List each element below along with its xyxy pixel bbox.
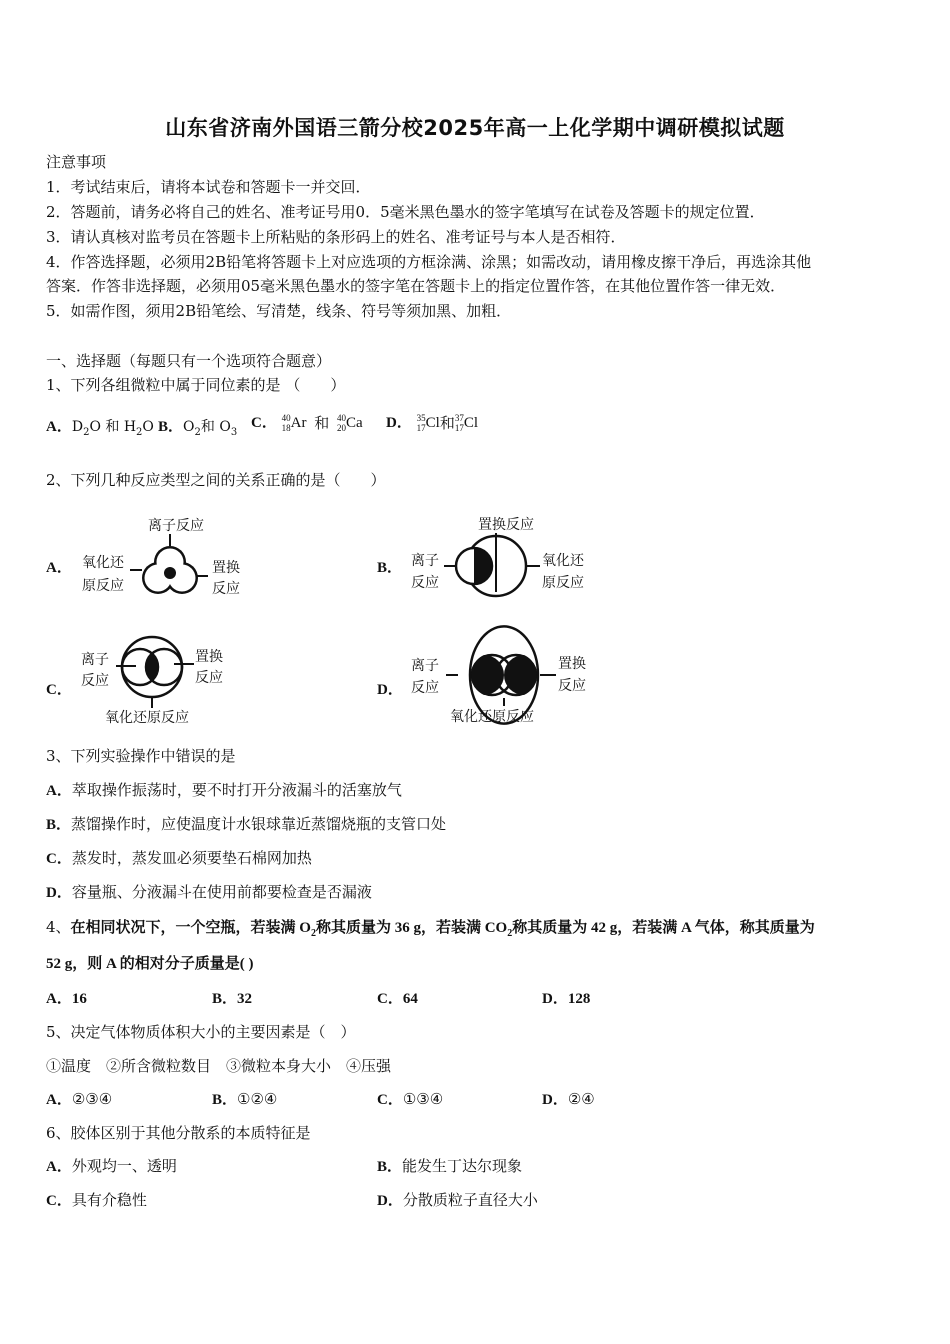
question-5-factors: ①温度 ②所含微粒数目 ③微粒本身大小 ④压强	[46, 1057, 392, 1075]
formula-subscript: 2	[507, 928, 513, 939]
q1-option-c	[251, 412, 363, 433]
option-text: 16	[71, 991, 87, 1007]
diagram-label-left2: 反应	[411, 575, 439, 591]
diagram-label-right1: 氧化还	[542, 553, 584, 569]
option-text: 外观均一、透明	[71, 1157, 177, 1175]
atomic-number: 17	[416, 423, 426, 434]
option-label: D．	[542, 991, 568, 1007]
q1-option-a	[46, 416, 154, 443]
q5-option-b	[212, 1089, 277, 1110]
venn-overlap	[474, 548, 492, 566]
option-label: A．	[46, 1092, 72, 1108]
option-text: 蒸馏操作时，应使温度计水银球靠近蒸馏烧瓶的支管口处	[71, 815, 447, 833]
atomic-number: 18	[281, 423, 291, 434]
q3-option-b	[46, 814, 446, 835]
diagram-label-top: 置换反应	[478, 517, 534, 533]
option-text: 萃取操作振荡时，要不时打开分液漏斗的活塞放气	[71, 781, 402, 799]
q2-option-c-label: C．	[46, 682, 72, 698]
element-symbol: Ar	[290, 414, 307, 431]
isotope-ca-40	[337, 413, 363, 434]
connector-text: 和	[314, 414, 330, 432]
question-1-stem: 1、下列各组微粒中属于同位素的是 （ ）	[46, 376, 346, 394]
q6-option-c	[46, 1190, 147, 1211]
q5-option-a	[46, 1089, 112, 1110]
diagram-label-top: 离子反应	[148, 518, 204, 534]
q3-option-a	[46, 780, 402, 801]
option-label: D．	[377, 1193, 403, 1209]
element-symbol: Cl	[463, 414, 479, 431]
option-label: B．	[158, 419, 184, 435]
question-5-stem: 5、决定气体物质体积大小的主要因素是（ ）	[46, 1023, 356, 1041]
q6-option-a	[46, 1156, 177, 1177]
page-title: 山东省济南外国语三箭分校2025年高一上化学期中调研模拟试题	[165, 116, 785, 140]
option-text: 32	[237, 991, 253, 1007]
isotope-cl-37	[455, 413, 478, 434]
mass-number: 40	[337, 413, 347, 424]
element-symbol: Ca	[346, 414, 363, 431]
option-text: ①②④	[237, 1090, 278, 1108]
formula-subscript: 2	[136, 426, 143, 438]
diagram-label-right1: 置换	[195, 649, 223, 665]
diagram-label-left1: 离子	[411, 553, 439, 569]
isotope-ar-40	[282, 413, 307, 434]
notice-item: 2．答题前，请务必将自己的姓名、准考证号用0．5毫米黑色墨水的签字笔填写在试卷及答题卡的规定位置．	[46, 203, 765, 221]
formula-part: O	[183, 419, 195, 435]
notice-item: 4．作答选择题，必须用2B铅笔将答题卡上对应选项的方框涂满、涂黑；如需改动，请用橡皮擦干净后，再选涂其他	[46, 253, 812, 271]
option-label: C．	[377, 991, 403, 1007]
mass-number: 37	[454, 413, 464, 424]
option-label: D．	[386, 415, 412, 431]
diagram-label-bottom: 氧化还原反应	[105, 710, 189, 726]
q1-option-d	[386, 412, 478, 433]
q6-option-b	[377, 1156, 522, 1177]
diagram-label-right2: 反应	[195, 670, 223, 686]
formula-part: O 和 H	[89, 419, 137, 435]
diagram-label-left2: 反应	[81, 673, 109, 689]
option-label: C．	[377, 1092, 403, 1108]
option-label: A．	[46, 991, 72, 1007]
diagram-label-right1: 置换	[558, 656, 586, 672]
connector-text: 和	[439, 414, 455, 432]
q2-diagram-c	[78, 633, 248, 729]
q2-option-d-label: D．	[377, 682, 403, 698]
option-label: B．	[212, 991, 238, 1007]
venn-overlap	[474, 566, 492, 584]
option-label: B．	[212, 1092, 238, 1108]
question-4-stem-cont: 52 g，则 A 的相对分子质量是( )	[46, 956, 254, 972]
q4-option-b	[212, 988, 252, 1009]
diagram-label-right2: 反应	[212, 581, 240, 597]
option-label: C．	[46, 851, 72, 867]
q2-diagram-a	[78, 510, 258, 606]
notice-heading: 注意事项	[46, 153, 107, 171]
stem-part: 称其质量为 36 g，若装满 CO	[315, 920, 508, 936]
diagram-label-right1: 置换	[212, 560, 240, 576]
mass-number: 35	[416, 413, 426, 424]
option-text: 具有介稳性	[71, 1191, 147, 1209]
q2-option-a-label: A．	[46, 560, 72, 576]
option-label: A．	[46, 1159, 72, 1175]
option-text: ②④	[567, 1090, 595, 1108]
q4-option-c	[377, 988, 418, 1009]
isotope-cl-35	[417, 413, 440, 434]
question-4-stem	[46, 917, 815, 944]
diagram-label-left1: 氧化还	[82, 555, 124, 571]
option-label: D．	[46, 885, 72, 901]
formula-subscript: 2	[194, 426, 201, 438]
question-2-stem: 2、下列几种反应类型之间的关系正确的是（ ）	[46, 471, 386, 489]
option-label: A．	[46, 783, 72, 799]
q3-option-d	[46, 882, 372, 903]
option-text: ①③④	[402, 1090, 444, 1108]
element-symbol: Cl	[425, 414, 440, 431]
question-number: 4、	[46, 918, 71, 936]
formula-part: O	[142, 419, 154, 435]
q5-option-c	[377, 1089, 443, 1110]
notice-item: 1．考试结束后，请将本试卷和答题卡一并交回．	[46, 178, 371, 196]
formula-subscript: 2	[310, 928, 316, 939]
mass-number: 40	[281, 413, 291, 424]
q3-option-c	[46, 848, 312, 869]
option-label: C．	[251, 415, 277, 431]
option-label: A．	[46, 419, 72, 435]
section-heading: 一、选择题（每题只有一个选项符合题意）	[46, 352, 332, 370]
venn-overlap	[164, 567, 176, 579]
q2-diagram-b	[408, 510, 598, 606]
option-text: 蒸发时，蒸发皿必须要垫石棉网加热	[71, 849, 312, 867]
option-text: 128	[567, 991, 591, 1007]
q2-option-b-label: B．	[377, 560, 403, 576]
option-text: 分散质粒子直径大小	[402, 1191, 538, 1209]
q6-option-d	[377, 1190, 538, 1211]
diagram-label-right2: 原反应	[542, 575, 584, 591]
q4-option-d	[542, 988, 590, 1009]
stem-part: 称其质量为 42 g，若装满 A 气体，称其质量为	[512, 920, 815, 936]
question-6-stem: 6、胶体区别于其他分散系的本质特征是	[46, 1124, 311, 1142]
notice-item: 答案．作答非选择题，必须用05毫米黑色墨水的签字笔在答题卡上的指定位置作答，在其他位置作答一律无效．	[46, 277, 786, 295]
option-label: C．	[46, 1193, 72, 1209]
option-label: D．	[542, 1092, 568, 1108]
notice-item: 5．如需作图，须用2B铅笔绘、写清楚，线条、符号等须加黑、加粗．	[46, 302, 512, 320]
diagram-label-left2: 反应	[411, 680, 439, 696]
q2-diagram-d	[408, 640, 608, 730]
q1-option-b	[158, 416, 237, 443]
question-3-stem: 3、下列实验操作中错误的是	[46, 747, 236, 765]
option-text: 能发生丁达尔现象	[402, 1157, 523, 1175]
option-text: ②③④	[71, 1090, 113, 1108]
diagram-label-left1: 离子	[411, 658, 439, 674]
q4-option-a	[46, 988, 87, 1009]
notice-item: 3．请认真核对监考员在答题卡上所粘贴的条形码上的姓名、准考证号与本人是否相符．	[46, 228, 626, 246]
formula-subscript: 2	[83, 426, 90, 438]
diagram-label-left1: 离子	[81, 652, 109, 668]
atomic-number: 17	[454, 423, 464, 434]
option-label: B．	[377, 1159, 403, 1175]
diagram-label-right2: 反应	[558, 678, 586, 694]
option-text: 64	[402, 991, 418, 1007]
option-text: 容量瓶、分液漏斗在使用前都要检查是否漏液	[71, 883, 372, 901]
formula-part: D	[71, 419, 84, 435]
diagram-label-left2: 原反应	[82, 578, 124, 594]
formula-subscript: 3	[230, 426, 238, 438]
q5-option-d	[542, 1089, 595, 1110]
formula-part: 和 O	[200, 419, 231, 435]
diagram-label-bottom: 氧化还原反应	[450, 709, 534, 725]
atomic-number: 20	[337, 423, 347, 434]
option-label: B．	[46, 817, 72, 833]
stem-part: 在相同状况下，一个空瓶，若装满 O	[70, 920, 311, 936]
